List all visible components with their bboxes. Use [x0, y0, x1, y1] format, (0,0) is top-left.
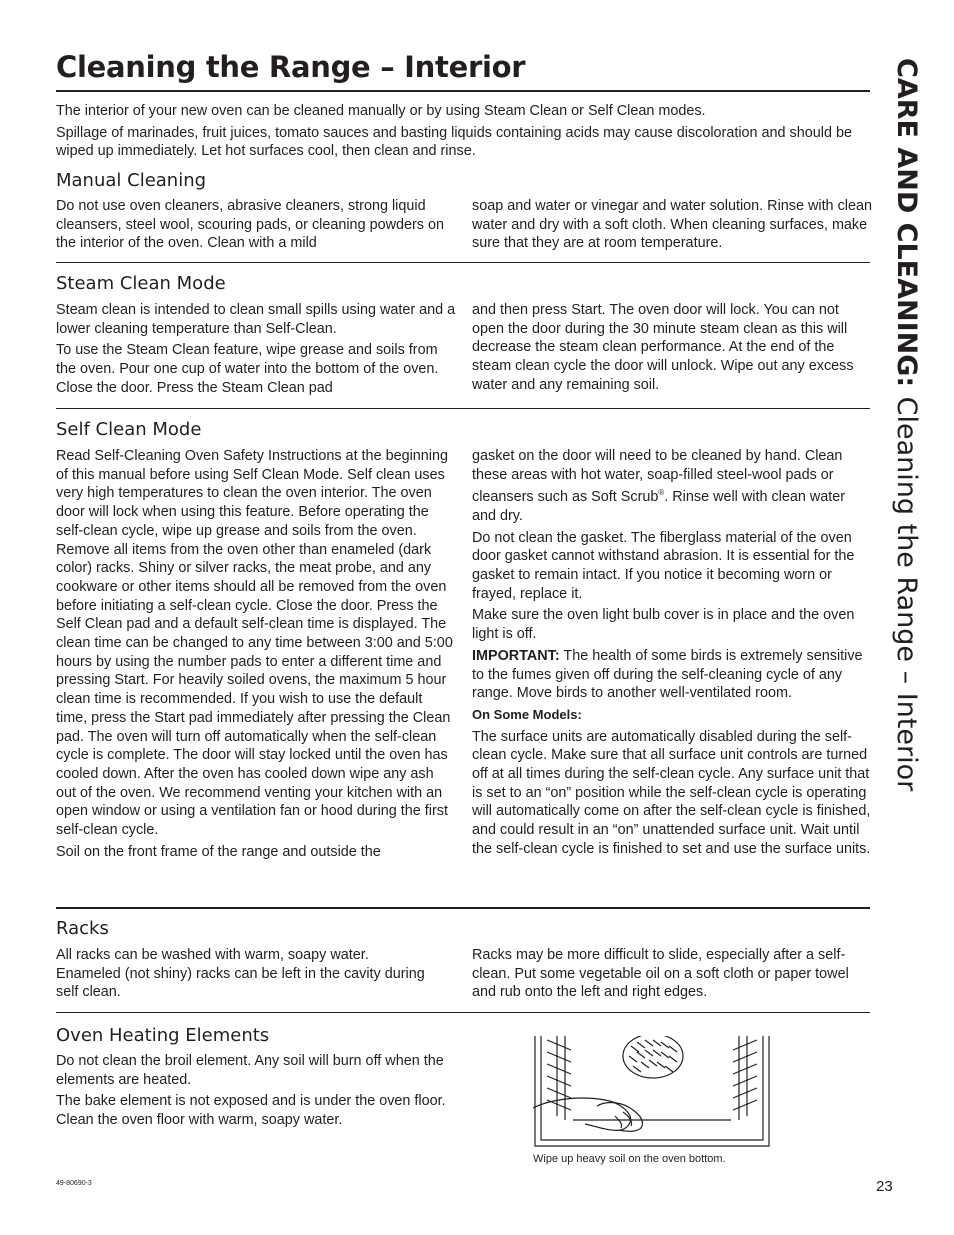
side-tab [878, 58, 922, 792]
manual-cleaning-text: Do not use oven cleaners, abrasive cleaners, strong liquid cleansers, steel wool, scouring pads, or cleaning powders on the interior of the oven. Clean with a mild [56, 198, 444, 252]
heating-elements-text: Do not clean the broil element. Any soil will burn off when the elements are heated. [56, 1053, 444, 1088]
section-divider [56, 408, 870, 409]
steam-clean-text: To use the Steam Clean feature, wipe grease and soils from the oven. Pour one cup of water into the bottom of the oven. Close the door. Press the Steam Clean pad [56, 342, 439, 396]
on-some-models-label: On Some Models: [472, 706, 582, 722]
self-clean-text: Make sure the oven light bulb cover is in place and the oven light is off. [472, 607, 855, 643]
section-divider [56, 907, 870, 909]
self-clean-heading: Self Clean Mode [56, 419, 202, 440]
heating-elements-text: The bake element is not exposed and is under the oven floor. Clean the oven floor with warm, soapy water. [56, 1093, 446, 1129]
oven-heating-elements-heading: Oven Heating Elements [56, 1025, 270, 1046]
self-clean-text: gasket on the door will need to be cleaned by hand. Clean these areas with hot water, soap-filled steel-wool pads or cleansers such as Soft Scrub®. Rinse well with clean water and dry. [472, 448, 846, 524]
page-title: Cleaning the Range – Interior [56, 50, 526, 84]
section-divider [56, 1012, 870, 1013]
page-number: 23 [876, 1178, 893, 1195]
illustration-caption: Wipe up heavy soil on the oven bottom. [533, 1153, 726, 1165]
self-clean-text: Read Self-Cleaning Oven Safety Instructions at the beginning of this manual before using Self Clean Mode. Self clean uses very high temperatures to clean the oven interior. The oven door will lock when using this feature. Before operating the self-clean cycle, wipe up grease and soils from the oven. Remove all items from the oven other than enameled (dark color) racks. Shiny or silver racks, the meat probe, and any cookware or other items should all be removed from the oven before initiating a self-clean cycle. Close the door. Press the Self Clean pad and a default self-clean time is displayed. The clean time can be changed to any time between 3:00 and 5:00 hours by using the number pads to enter a different time and pressing Start. For heavily soiled ovens, the maximum 5 hour clean time is recommended. If you wish to use the default time, press the Start pad immediately after pressing the Clean pad. The oven will turn off automatically when the self-clean cycle is complete. The door will stay locked until the oven has cooled down. After the oven has cooled down wipe any ash out of the oven. We recommend venting your kitchen with an open window or using a ventilation fan or hood during the first self-clean cycle. [56, 448, 453, 839]
important-note: IMPORTANT: The health of some birds is extremely sensitive to the fumes given off during the self-cleaning cycle of any range. Move birds to another well-ventilated room. [472, 647, 863, 702]
section-divider [56, 262, 870, 263]
side-tab-section: CARE AND CLEANING: [891, 58, 922, 397]
racks-text: Racks may be more difficult to slide, especially after a self-clean. Put some vegetable oil on a soft cloth or paper towel and rub onto the left and right edges. [472, 947, 849, 1001]
manual-cleaning-heading: Manual Cleaning [56, 170, 207, 191]
intro [56, 102, 866, 164]
steam-clean-heading: Steam Clean Mode [56, 273, 226, 294]
document-code: 49-80690-3 [56, 1180, 92, 1187]
racks-heading: Racks [56, 918, 109, 939]
manual-cleaning-text: soap and water or vinegar and water solution. Rinse with clean water and dry with a soft cloth. When cleaning surfaces, make sure that they are at room temperature. [472, 198, 872, 252]
steam-clean-text: and then press Start. The oven door will lock. You can not open the door during the 30 minute steam clean as this will decrease the steam clean performance. At the end of the steam clean cycle the door will unlock. Wipe out any excess water and any remaining soil. [472, 302, 854, 393]
oven-wiping-illustration [533, 1036, 773, 1150]
self-clean-text: The surface units are automatically disabled during the self-clean cycle. Make sure that all surface unit controls are turned off at all times during the self-clean cycle. Any surface unit that is set to an “on” position while the self-clean cycle is operating will automatically come on after the self-clean cycle is finished, and could result in an “on” unattended surface unit. Wait until the self-clean cycle is finished to set and use the surface units. [472, 728, 871, 857]
steam-clean-text: Steam clean is intended to clean small spills using water and a lower cleaning temperature than Self-Clean. [56, 302, 456, 337]
intro-paragraph: Spillage of marinades, fruit juices, tomato sauces and basting liquids containing acids may cause discoloration and should be wiped up immediately. Let hot surfaces cool, then clean and rinse. [56, 124, 852, 160]
title-rule [56, 90, 870, 92]
self-clean-text: Do not clean the gasket. The fiberglass material of the oven door gasket cannot withstand abrasion. It is essential for the gasket to remain intact. If you notice it becoming worn or frayed, replace it. [472, 529, 855, 602]
side-tab-topic: Cleaning the Range – Interior [891, 396, 922, 792]
racks-text: All racks can be washed with warm, soapy water. Enameled (not shiny) racks can be left in the cavity during self clean. [56, 947, 425, 1001]
self-clean-text: Soil on the front frame of the range and outside the [56, 843, 381, 860]
intro-paragraph: The interior of your new oven can be cleaned manually or by using Steam Clean or Self Clean modes. [56, 103, 706, 119]
